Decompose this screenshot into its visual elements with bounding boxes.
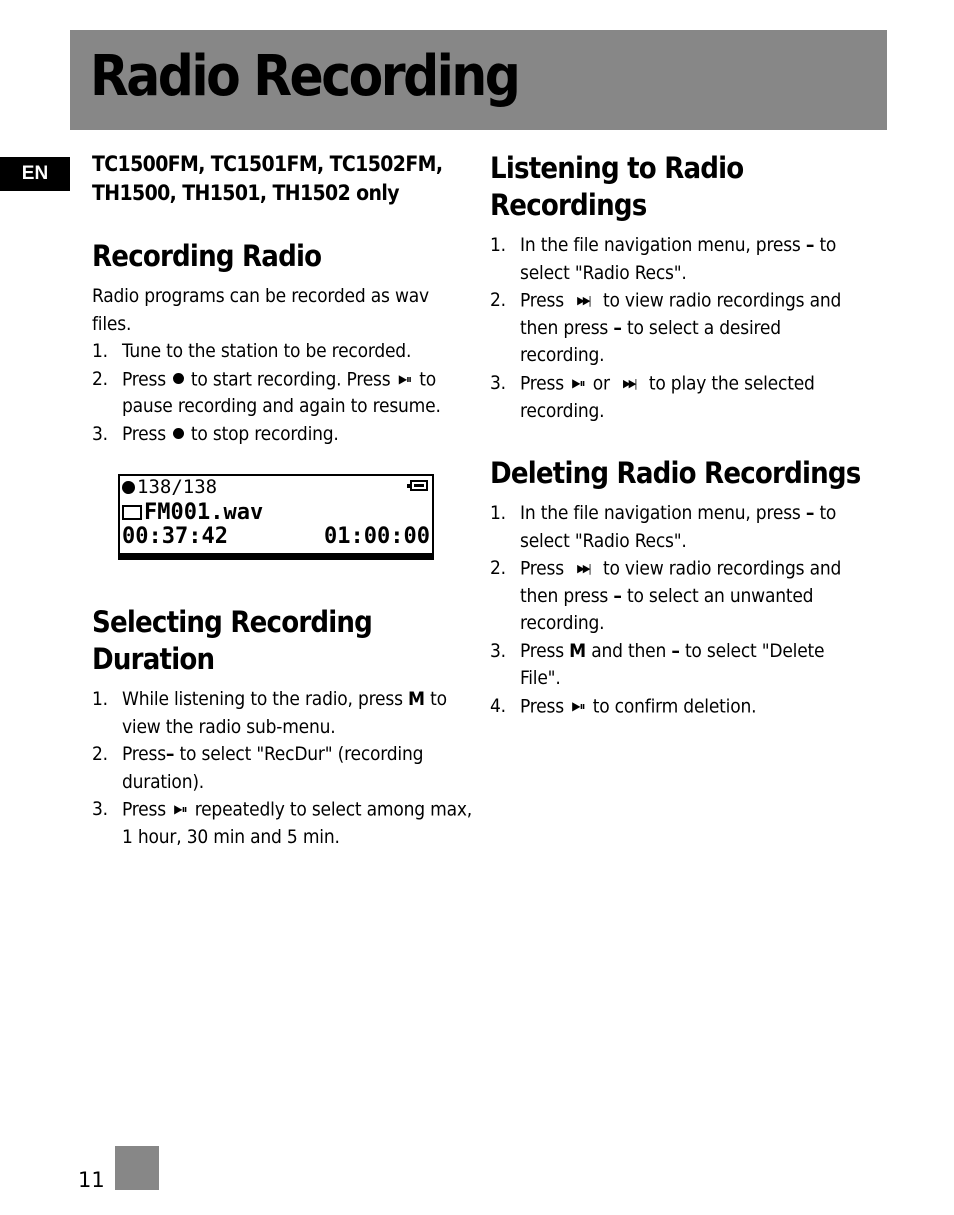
file-name: FM001.wav xyxy=(144,500,264,526)
file-counter: 138/138 xyxy=(137,476,218,499)
list-item: 3. Press ▶⏸ repeatedly to select among max, 1 hour, 30 min and 5 min. xyxy=(92,798,473,848)
minus-key: – xyxy=(613,584,622,607)
minus-key: – xyxy=(805,234,815,256)
folder-icon xyxy=(122,505,142,520)
selecting-duration-heading: Selecting Recording Duration xyxy=(92,605,373,677)
recording-radio-intro: Radio programs can be recorded as wav files. xyxy=(92,285,429,335)
list-item: 1. In the file navigation menu, press – to select "Radio Recs". xyxy=(490,502,837,552)
list-item: 2. Press ▶▶| to view radio recordings and then press – to select an unwanted recording. xyxy=(490,557,842,635)
list-item: 1. In the file navigation menu, press – to select "Radio Recs". xyxy=(490,234,837,284)
elapsed-time: 00:37:42 xyxy=(122,524,228,550)
fast-forward-icon: ▶▶| xyxy=(577,294,590,307)
list-item: 4. Press ▶⏸ to confirm deletion. xyxy=(490,693,865,721)
page-title: Radio Recording xyxy=(90,44,519,109)
progress-bar xyxy=(120,553,432,558)
minus-key: – xyxy=(805,502,815,524)
left-column xyxy=(92,150,472,852)
m-key: M xyxy=(569,639,586,662)
record-dot-icon xyxy=(173,373,184,384)
fast-forward-icon: ▶▶| xyxy=(577,562,590,575)
right-column xyxy=(490,150,865,721)
play-pause-icon: ▶⏸ xyxy=(572,698,585,713)
deleting-steps xyxy=(490,500,865,721)
lcd-display xyxy=(118,474,434,560)
model-list: TC1500FM, TC1501FM, TC1502FM, TH1500, TH1501, TH1502 only xyxy=(92,152,443,205)
play-pause-icon: ▶⏸ xyxy=(398,371,412,386)
list-item: 2. Press to start recording. Press ▶⏸ to pause recording and again to resume. xyxy=(92,367,441,418)
minus-key: – xyxy=(613,316,622,339)
language-tab: EN xyxy=(0,157,70,191)
page-number: 11 xyxy=(78,1168,105,1192)
total-time: 01:00:00 xyxy=(324,524,430,550)
recording-radio-heading: Recording Radio xyxy=(92,239,322,273)
recording-radio-steps xyxy=(92,338,472,448)
battery-icon xyxy=(410,480,428,491)
list-item: 3. Press ▶⏸ or ▶▶| to play the selected recording. xyxy=(490,371,815,422)
listening-heading: Listening to Radio Recordings xyxy=(490,151,744,222)
minus-key: – xyxy=(165,743,175,766)
title-bar xyxy=(70,30,887,130)
deleting-heading: Deleting Radio Recordings xyxy=(490,456,861,490)
list-item: 2. Press ▶▶| to view radio recordings and then press – to select a desired recording. xyxy=(490,289,842,367)
selecting-duration-steps xyxy=(92,686,472,851)
m-key: M xyxy=(408,688,425,711)
list-item: 2. Press– to select "RecDur" (recording duration). xyxy=(92,743,424,793)
play-pause-icon: ▶⏸ xyxy=(174,802,187,817)
fast-forward-icon: ▶▶| xyxy=(623,376,636,390)
list-item: 3. Press M and then – to select "Delete File". xyxy=(490,639,825,690)
list-item: 3. Press to stop recording. xyxy=(92,422,339,445)
record-dot-icon xyxy=(122,481,135,494)
listening-steps xyxy=(490,232,865,425)
page-tab xyxy=(115,1146,159,1190)
list-item: 1. Tune to the station to be recorded. xyxy=(92,340,412,362)
minus-key: – xyxy=(671,639,680,662)
record-dot-icon xyxy=(173,428,184,439)
play-pause-icon: ▶⏸ xyxy=(572,375,585,390)
list-item: 1. While listening to the radio, press M to view the radio sub-menu. xyxy=(92,688,447,738)
